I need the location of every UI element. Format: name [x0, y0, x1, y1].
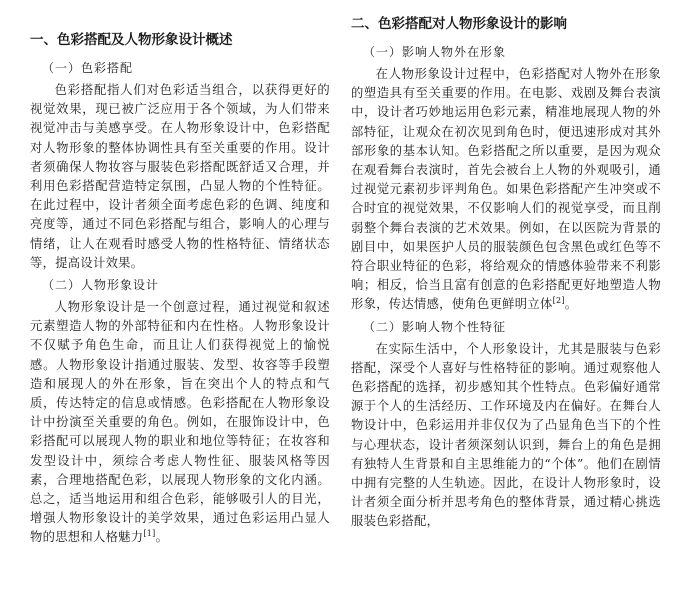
paragraph-color-matching: 色彩搭配指人们对色彩适当组合，以获得更好的视觉效果，现已被广泛应用于各个领域，为人们带来视觉冲击与美感享受。在人物形象设计中，色彩搭配对人物形象的整体协调性具有至关重要的作用。设计者须确保人物妆容与服装色彩搭配既舒适又合理，并利用色彩搭配营造特定氛围，凸显人物的个性特征。在此过程中，设计者须全面考虑色彩的色调、纯度和亮度等，通过不同色彩搭配与组合，影响人的心理与情绪，让人在观看时感受人物的性格特征、情绪状态等，提高设计效果。	[30, 83, 330, 270]
right-column	[351, 0, 661, 532]
paragraph-character-design	[30, 298, 330, 548]
left-column	[30, 0, 330, 548]
paragraph-end: 。	[564, 297, 578, 312]
paragraph-end: 。	[155, 530, 169, 545]
citation-ref-2[interactable]: [2]	[552, 296, 565, 306]
citation-ref-1[interactable]: [1]	[143, 529, 156, 539]
section-heading-1: 一、色彩搭配及人物形象设计概述	[30, 32, 233, 48]
paragraph-text: 人物形象设计是一个创意过程，通过视觉和叙述元素塑造人物的外部特征和内在性格。人物形象设计不仅赋予角色生命，而且让人们获得视觉上的愉悦感。人物形象设计指通过服装、发型、妆容等手段塑造和展现人的外在形象，旨在突出个人的特点和气质，传达特定的信息或情感。色彩搭配在人物形象设计中扮演至关重要的角色。例如，在服饰设计中，色彩搭配可以展现人物的职业和地位等特征；在妆容和发型设计中，须综合考虑人物性征、服装风格等因素，合理地搭配色彩，以展现人物形象的文化内涵。总之，适当地运用和组合色彩，能够吸引人的目光，增强人物形象设计的美学效果，通过色彩运用凸显人物的思想和人格魅力	[30, 300, 330, 545]
subsection-color-matching: （一）色彩搭配	[42, 61, 134, 75]
subsection-character-design: （二）人物形象设计	[42, 278, 160, 293]
subsection-external-image: （一）影响人物外在形象	[363, 45, 507, 59]
paragraph-external-image	[351, 65, 661, 315]
subsection-personality: （二）影响人物个性特征	[363, 319, 507, 334]
section-heading-2: 二、色彩搭配对人物形象设计的影响	[351, 16, 567, 32]
paragraph-text: 在人物形象设计过程中，色彩搭配对人物外在形象的塑造具有至关重要的作用。在电影、戏剧及舞台表演中，设计者巧妙地运用色彩元素，精准地展现人物的外部特征，让观众在初次见到角色时，便迅速形成对其外部形象的基本认知。色彩搭配之所以重要，是因为观众在观看舞台表演时，首先会被台上人物的外观吸引，通过视觉元素初步评判角色。如果色彩搭配产生冲突或不合时宜的视觉效果，不仅影响人们的视觉享受，而且削弱整个舞台表演的艺术效果。例如，在以医院为背景的剧目中，如果医护人员的服装颜色包含黑色或红色等不符合职业特征的色彩，将给观众的情感体验带来不利影响；相反，恰当且富有创意的色彩搭配更好地塑造人物形象，传达情感，使角色更鲜明立体	[351, 67, 661, 312]
paragraph-personality: 在实际生活中，个人形象设计，尤其是服装与色彩搭配，深受个人喜好与性格特征的影响。通过观察他人色彩搭配的选择，初步感知其个性特点。色彩偏好通常源于个人的生活经历、工作环境及内在偏好。在舞台人物设计中，色彩运用并非仅仅为了凸显角色当下的个性与心理状态，设计者须深刻认识到，舞台上的角色是拥有独特人生背景和自主思维能力的“个体”。他们在剧情中拥有完整的人生轨迹。因此，在设计人物形象时，设计者须全面分析并思考角色的整体背景，通过精心挑选服装色彩搭配，	[351, 341, 661, 529]
